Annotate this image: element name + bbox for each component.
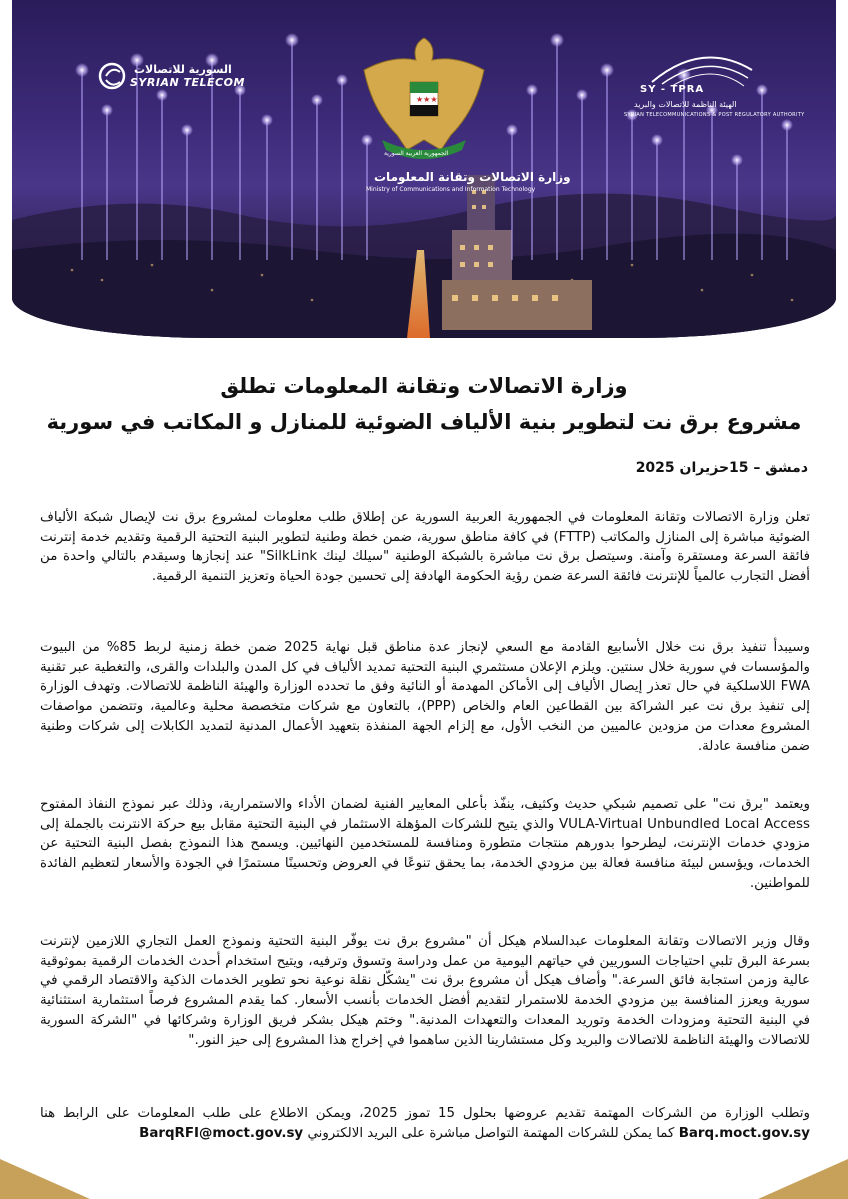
tpra-acronym-logo-text: SY - TPRA bbox=[640, 84, 705, 95]
syrian-telecom-arabic-logo-text: السورية للاتصالات bbox=[134, 63, 232, 76]
ministry-arabic-logo-text: وزارة الاتصالات وتقانة المعلومات bbox=[374, 170, 571, 184]
paragraph-3: ويعتمد "برق نت" على تصميم شبكي حديث وكثيف، ينفّذ بأعلى المعايير الفنية لضمان الأداء والاستمرارية، وذلك عبر نموذج النفاذ المفتوح VULA-Virtual Unbundled Local Access والذي يتيح للشركات المؤهلة الاستثمار في البنية التحتية مقابل بيع حركة الانترنت بالجملة إلى مزودي خدمات الإنترنت، ليطرحوا بدورهم منتجات متطورة ومنافسة للمستخدمين النهائيين. ويسمح هذا النموذج بفصل البنية التحتية عن الخدمات، ويؤسس لبيئة منافسة فعالة بين مزودي الخدمة، بما يحقق تنوعًا في العروض وتحسينًا مستمرًا في الجودة والأسعار لتعظيم الفائدة للمواطنين. bbox=[40, 797, 810, 891]
headline-line-2: مشروع برق نت لتطوير بنية الألياف الضوئية للمنازل و المكاتب في سورية bbox=[46, 410, 802, 434]
syrian-eagle-emblem-graphic bbox=[364, 38, 484, 159]
svg-text:★★★: ★★★ bbox=[416, 95, 438, 104]
paragraph-2: وسيبدأ تنفيذ برق نت خلال الأسابيع القادمة مع السعي لإنجاز عدة مناطق قبل نهاية 2025 ضمن خطة زمنية لربط 85% من البيوت والمؤسسات في سورية خلال سنتين. ويلزم الإعلان مستثمري البنية التحتية تمديد الألياف في كل المدن والبلدات والقرى، والتغطية عبر تقنية FWA اللاسلكية في حال تعذر إيصال الألياف إلى الأماكن المهدمة أو النائية وفق ما تحدده الوزارة والهيئة الناظمة للاتصالات. وتهدف الوزارة إلى تنفيذ برق نت عبر الشراكة بين القطاعين العام والخاص (PPP)، بالتعاون مع شركات متخصصة محلية وعالمية، وتتضمن مواصفات المشروع معدات من مزودين عالميين من النخب الأول، مع إلزام الجهة المنفذة بتعهيد الأعمال المدنية لتمديد الكابلات إلى شركات وطنية ضمن منافسة عادلة. bbox=[40, 640, 810, 754]
banner-city-illustration bbox=[12, 0, 836, 338]
rfi-url-link[interactable]: Barq.moct.gov.sy bbox=[678, 1125, 810, 1141]
syrian-telecom-logo-mark bbox=[100, 64, 124, 88]
paragraph-4: وقال وزير الاتصالات وتقانة المعلومات عبدالسلام هيكل أن "مشروع برق نت يوفّر البنية التحتية ونموذج العمل التجاري اللازمين لإنترنت بسرعة البرق تلبي احتياجات السوريين في حياتهم اليومية من عمل ودراسة وتسوق وترفيه، ويتيح استخدام أحدث الخدمات الرقمية بموثوقية عالية وزمن استجابة فائق السرعة." وأضاف هيكل أن مشروع برق نت "يشكّل نقلة نوعية نحو تطوير الخدمات الذكية والاقتصاد الرقمي في سورية ويعزز المنافسة بين مزودي الخدمة للاستمرار لتقديم أفضل الخدمات بأنسب الأسعار. كما يقدم المشروع فرصاً استثمارية استثنائية في البنية التحتية ومزودات الخدمة وتوريد المعدات والتعهدات المدنية." وختم هيكل بشكر فريق الوزارة وشركائها في "الشركة السورية للاتصالات والهيئة الناظمة للاتصالات والبريد وكل مستشارينا الذين ساهموا في إخراج هذا المشروع إلى حيز النور." bbox=[40, 934, 810, 1048]
headline-line-1: وزارة الاتصالات وتقانة المعلومات تطلق bbox=[220, 374, 628, 398]
emblem-ribbon-text: الجمهورية العربية السورية bbox=[384, 150, 449, 157]
tpra-english-logo-text: SYRIAN TELECOMMUNICATIONS & POST REGULATORY AUTHORITY bbox=[624, 112, 805, 118]
tpra-arabic-logo-text: الهيئة الناظمة للاتصالات والبريد bbox=[634, 100, 737, 109]
header-banner bbox=[12, 0, 836, 338]
paragraph-5-mid-text: كما يمكن للشركات المهتمة التواصل مباشرة على البريد الالكتروني bbox=[307, 1125, 675, 1141]
tpra-logo-mark bbox=[652, 58, 752, 87]
paragraph-5 bbox=[40, 1104, 810, 1143]
paragraph-5-text: وتطلب الوزارة من الشركات المهتمة تقديم عروضها بحلول 15 تموز 2025، ويمكن الاطلاع على طلب المعلومات على الرابط هنا bbox=[40, 1106, 810, 1121]
paragraph-1: تعلن وزارة الاتصالات وتقانة المعلومات في الجمهورية العربية السورية عن إطلاق طلب معلومات لمشروع برق نت لإيصال شبكة الألياف الضوئية مباشرة إلى المنازل والمكاتب (FTTP) في كافة مناطق سورية، ضمن خطة وطنية لتطوير البنية التحتية الرقمية وتقديم خدمة إنترنت فائقة السرعة ومستقرة وآمنة. وسيتصل برق نت مباشرة بالشبكة الوطنية "سيلك لينك SilkLink" عند إنجازها وسيقدم بالتالي واحدة من أفضل التجارب عالمياً للإنترنت فائقة السرعة ضمن رؤية الحكومة الهادفة إلى تحسين جودة الحياة وتعزيز التنمية الرقمية. bbox=[40, 510, 811, 585]
rfi-email-link[interactable]: BarqRFI@moct.gov.sy bbox=[139, 1125, 304, 1141]
syrian-telecom-english-logo-text: SYRIAN TELECOM bbox=[130, 76, 245, 89]
dateline: دمشق – 15حزيران 2025 bbox=[635, 460, 808, 476]
ministry-english-logo-text: Ministry of Communications and Information Technology bbox=[366, 186, 536, 193]
